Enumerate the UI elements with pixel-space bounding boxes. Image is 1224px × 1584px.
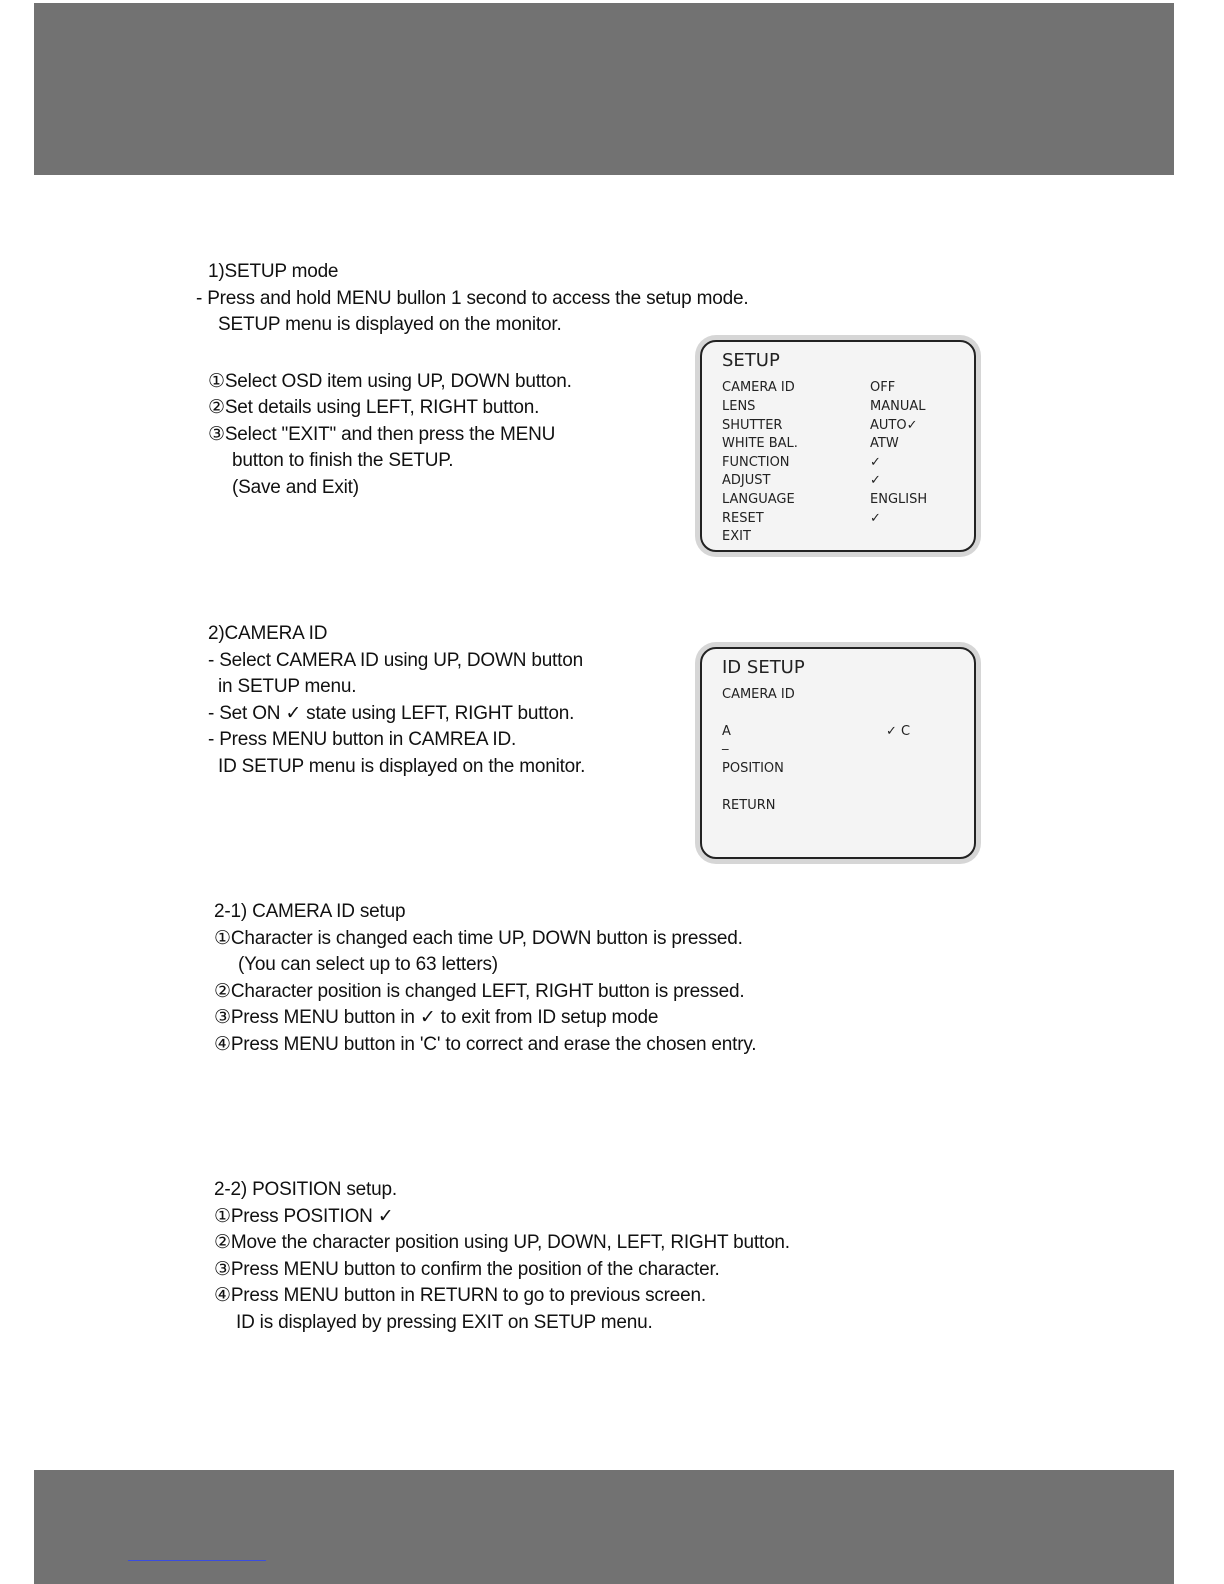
osd-row	[722, 398, 964, 416]
text-line: - Select CAMERA ID using UP, DOWN button	[208, 649, 583, 671]
step-line: button to finish the SETUP.	[232, 450, 454, 471]
osd-label: EXIT	[722, 529, 751, 544]
text-line: SETUP menu is displayed on the monitor.	[218, 314, 562, 335]
text-line: ②Character position is changed LEFT, RIGHT button is pressed.	[214, 980, 745, 1002]
osd-label: RESET	[722, 511, 764, 526]
text-line: - Set ON ✓ state using LEFT, RIGHT button.	[208, 702, 575, 724]
text-line: ①Character is changed each time UP, DOWN button is pressed.	[214, 927, 743, 949]
step-line: ②Set details using LEFT, RIGHT button.	[208, 397, 540, 418]
footer-link-underline[interactable]	[128, 1560, 266, 1561]
text-line: ③Press MENU button in ✓ to exit from ID setup mode	[214, 1007, 659, 1028]
section-camera-id-setup	[208, 899, 756, 1058]
osd-label: FUNCTION	[722, 455, 790, 470]
osd-value: ✓	[870, 473, 881, 488]
osd-row	[722, 472, 964, 490]
osd-row	[722, 528, 964, 546]
osd-value: OFF	[870, 380, 896, 395]
step-line: ③Select "EXIT" and then press the MENU	[208, 423, 556, 445]
text-line: (You can select up to 63 letters)	[238, 954, 498, 975]
text-line: ID SETUP menu is displayed on the monitor.	[218, 755, 586, 777]
text-line: ④Press MENU button in 'C' to correct and erase the chosen entry.	[214, 1033, 757, 1055]
section-title: 2)CAMERA ID	[208, 623, 328, 644]
id-setup-osd-menu	[700, 647, 976, 859]
text-line: ④Press MENU button in RETURN to go to previous screen.	[214, 1285, 706, 1306]
osd-position: POSITION	[722, 761, 784, 776]
section-position-setup	[208, 1177, 790, 1336]
text-line: ID is displayed by pressing EXIT on SETUP menu.	[236, 1311, 653, 1333]
osd-label: LANGUAGE	[722, 492, 795, 507]
step-line: ①Select OSD item using UP, DOWN button.	[208, 370, 572, 392]
section-title: 2-2) POSITION setup.	[214, 1179, 397, 1200]
step-line: (Save and Exit)	[232, 476, 359, 498]
section-title: 1)SETUP mode	[208, 261, 339, 282]
osd-value: AUTO✓	[870, 418, 918, 433]
text-line: - Press MENU button in CAMREA ID.	[208, 729, 517, 750]
text-line: ①Press POSITION ✓	[214, 1205, 394, 1227]
text-line: - Press and hold MENU bullon 1 second to access the setup mode.	[196, 287, 749, 309]
osd-value: ENGLISH	[870, 492, 928, 507]
section-camera-id	[208, 621, 585, 780]
footer-band	[34, 1470, 1174, 1584]
osd-cursor: _	[722, 736, 729, 751]
osd-value: ATW	[870, 436, 899, 451]
osd-char: A	[722, 724, 731, 739]
osd-check-c: ✓ C	[886, 724, 911, 739]
osd-row	[722, 435, 964, 453]
header-band	[34, 3, 1174, 175]
section-setup-mode	[196, 259, 749, 501]
osd-label: LENS	[722, 399, 756, 414]
section-title: 2-1) CAMERA ID setup	[214, 901, 406, 922]
setup-osd-menu	[700, 340, 976, 552]
text-line: ③Press MENU button to confirm the position of the character.	[214, 1258, 720, 1280]
osd-row	[722, 379, 964, 397]
osd-label: CAMERA ID	[722, 380, 795, 395]
osd-row	[722, 510, 964, 528]
osd-label: WHITE BAL.	[722, 436, 798, 451]
osd-row	[722, 491, 964, 509]
osd-row	[722, 454, 964, 472]
osd-label: SHUTTER	[722, 418, 783, 433]
osd-title: ID SETUP	[722, 657, 805, 678]
osd-return: RETURN	[722, 798, 776, 813]
osd-value: ✓	[870, 455, 881, 470]
osd-label: ADJUST	[722, 473, 771, 488]
osd-value: MANUAL	[870, 399, 926, 414]
text-line: in SETUP menu.	[218, 676, 357, 697]
osd-row	[722, 417, 964, 435]
text-line: ②Move the character position using UP, DOWN, LEFT, RIGHT button.	[214, 1232, 790, 1253]
osd-title: SETUP	[722, 350, 780, 371]
osd-value: ✓	[870, 511, 881, 526]
osd-camera-id-label: CAMERA ID	[722, 687, 795, 702]
